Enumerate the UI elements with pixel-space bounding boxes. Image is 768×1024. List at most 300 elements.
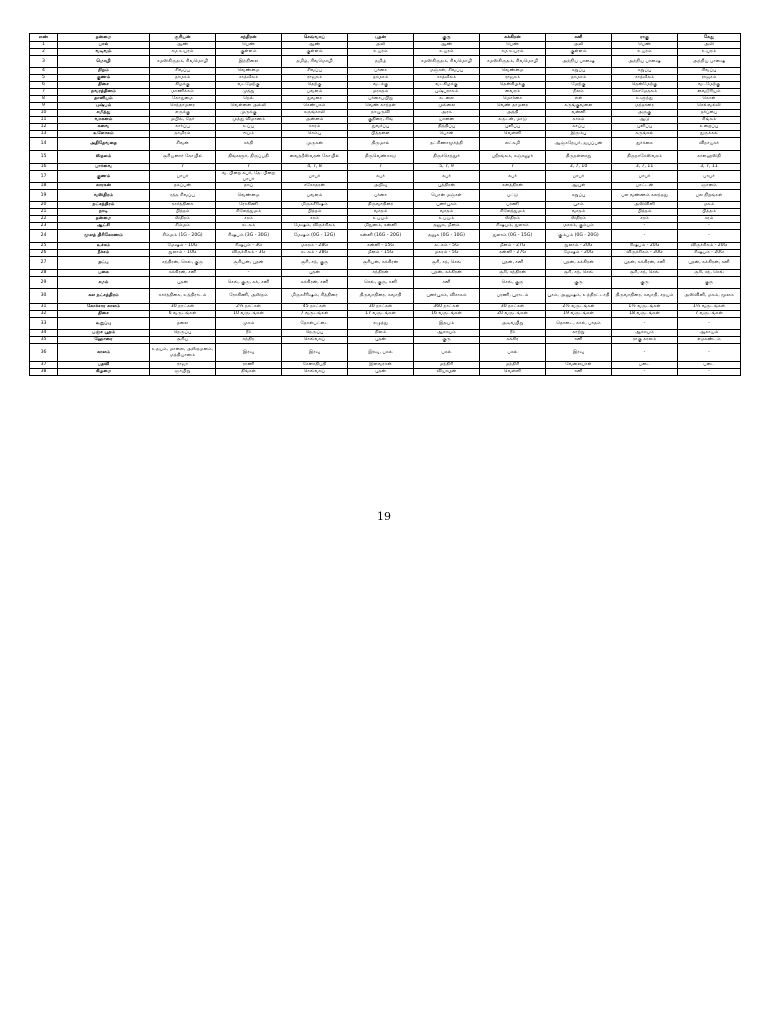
table-row	[30, 230, 741, 243]
table-cell: செம்பு	[282, 131, 348, 138]
table-cell: துர்க்கை	[612, 138, 678, 151]
table-cell: 3, 7, 10	[546, 164, 612, 171]
table-cell: வெண் தாமரை	[480, 103, 546, 110]
table-cell: துருக்கல்	[678, 131, 741, 138]
table-cell: பல நிறங்கள்	[678, 190, 741, 202]
table-cell: மந்தாரை	[612, 103, 678, 110]
table-cell: முல்லை	[414, 103, 480, 110]
table-cell: 1½ வருடங்கள்	[612, 304, 678, 311]
table-row	[30, 110, 741, 117]
table-cell: வெள்ளி	[480, 369, 546, 376]
row-index-cell: 9	[30, 103, 58, 110]
table-row	[30, 270, 741, 277]
table-cell: கடகம்	[216, 223, 282, 230]
table-cell: கருங்கல்	[612, 131, 678, 138]
row-label-cell: நட்பு	[58, 257, 150, 270]
table-cell: பவளம்	[282, 89, 348, 96]
table-cell: உயரம்	[414, 49, 480, 56]
table-cell: சந்திர	[216, 337, 282, 344]
row-label-cell: உலோகம்	[58, 131, 150, 138]
table-row	[30, 96, 741, 103]
table-cell: 10 வருடங்கள்	[216, 311, 282, 318]
table-cell: நாயுருவி	[348, 110, 414, 117]
table-cell: மந்திரி	[414, 362, 480, 369]
table-cell: அன்னம்	[282, 117, 348, 124]
table-cell: அலி	[546, 42, 612, 49]
table-cell: புதன்	[282, 270, 348, 277]
row-label-cell: குணம்	[58, 75, 150, 82]
table-cell: ஆண்	[282, 42, 348, 49]
table-cell: பச்சை	[348, 68, 414, 75]
row-index-cell: 31	[30, 304, 58, 311]
table-cell: பாட்டன்	[612, 183, 678, 190]
row-label-cell: நவரத்தினம்	[58, 89, 150, 96]
table-cell: -	[678, 223, 741, 230]
table-cell: ராணி	[216, 362, 282, 369]
table-cell: பொன்	[414, 131, 480, 138]
table-cell: ராஜா	[150, 362, 216, 369]
page-number: 19	[377, 510, 391, 523]
table-cell: சனி	[414, 277, 480, 289]
table-cell: அடிவயிறு	[480, 318, 546, 330]
table-cell: குதிரை, சிங்	[348, 117, 414, 124]
table-cell: வடகிழக்கு	[414, 82, 480, 89]
table-cell: ரோகிணி	[216, 202, 282, 209]
table-cell: வெள்ளை அல்லி	[216, 103, 282, 110]
table-cell: புதன்	[150, 277, 216, 289]
table-cell: தோள்பட்டை	[282, 318, 348, 330]
table-cell: முருகன்	[282, 138, 348, 151]
table-cell: களத்திரன்	[480, 183, 546, 190]
table-cell: திருவெண்காடு	[348, 151, 414, 164]
table-cell: நெருப்பு	[282, 330, 348, 337]
row-label-cell: பகை	[58, 270, 150, 277]
table-row	[30, 68, 741, 75]
table-row	[30, 318, 741, 330]
row-index-cell: 17	[30, 171, 58, 183]
table-cell: அத்தி	[480, 110, 546, 117]
row-index-cell: 24	[30, 230, 58, 243]
table-cell: முத்து	[216, 89, 282, 96]
table-cell: பட்டு	[480, 190, 546, 202]
table-row	[30, 311, 741, 318]
table-cell: கழுத்து	[348, 318, 414, 330]
table-cell: ஸ்திரம்	[546, 216, 612, 223]
table-cell: அலி	[678, 42, 741, 49]
table-cell: புதன், சுக்கிரன்	[546, 257, 612, 270]
table-row	[30, 56, 741, 68]
column-header: தன்மை	[58, 34, 150, 42]
table-cell: 7	[216, 164, 282, 171]
table-row	[30, 42, 741, 49]
table-cell: ஈயம்	[216, 131, 282, 138]
row-label-cell: பால்	[58, 42, 150, 49]
table-cell: யானை	[414, 117, 480, 124]
table-cell: சிவன்	[150, 138, 216, 151]
table-cell: தாமிரம்	[150, 131, 216, 138]
table-cell: பாபர்	[678, 171, 741, 183]
table-cell: கார்த்திகை	[150, 202, 216, 209]
table-row	[30, 289, 741, 304]
table-cell: அரசு	[414, 110, 480, 117]
table-body	[30, 42, 741, 376]
table-row	[30, 103, 741, 110]
table-cell: உயரம்	[348, 49, 414, 56]
table-cell: ஸ்திரம்	[480, 216, 546, 223]
table-cell: புதன், சனி	[480, 257, 546, 270]
table-cell: எமகண்டம்	[678, 337, 741, 344]
row-label-cell: கோச்சார காலம்	[58, 304, 150, 311]
table-cell: 19 வருடங்கள்	[546, 311, 612, 318]
table-cell: காகம்	[546, 117, 612, 124]
table-cell: உபயம்	[348, 216, 414, 223]
table-cell: வைரம்	[480, 89, 546, 96]
table-cell: துவர்ப்பு	[348, 124, 414, 131]
table-cell: பச்சைபயிறு	[348, 96, 414, 103]
row-index-cell: 10	[30, 110, 58, 117]
table-cell: புளிப்பு	[480, 124, 546, 131]
table-cell: பவளம்	[282, 190, 348, 202]
table-cell: புத்திரன்	[414, 183, 480, 190]
table-cell: பித்தம்	[678, 209, 741, 216]
table-cell: விருச்சிகம் - 3G	[216, 250, 282, 257]
table-cell: விநாயகர்	[678, 138, 741, 151]
table-cell: ராஜசம்	[678, 75, 741, 82]
row-label-cell: வஸ்திரம்	[58, 190, 150, 202]
row-index-cell: 8	[30, 96, 58, 103]
table-cell: கறுப்பு	[612, 68, 678, 75]
table-cell: சூரியனார் கோயில்	[150, 151, 216, 164]
table-cell: தட்சிணாமூர்த்தி	[414, 138, 480, 151]
table-cell: கருங்குவளை	[546, 103, 612, 110]
table-cell: தனுசு, மீனம்	[414, 223, 480, 230]
planet-attributes-table	[29, 33, 741, 376]
table-cell: சரம்	[216, 216, 282, 223]
table-cell: சுபர்	[414, 171, 480, 183]
table-cell: தாமசம்	[150, 75, 216, 82]
row-index-cell: 12	[30, 124, 58, 131]
row-label-cell: பதவி	[58, 362, 150, 369]
table-cell: பெண்	[480, 42, 546, 49]
table-cell: -	[678, 344, 741, 362]
column-header: எண்	[30, 34, 58, 42]
row-index-cell: 30	[30, 289, 58, 304]
table-row	[30, 131, 741, 138]
table-cell: பாபர்	[150, 171, 216, 183]
table-cell: ஆண்	[414, 42, 480, 49]
table-cell: வெண் காந்தள்	[348, 103, 414, 110]
table-cell: -	[612, 230, 678, 243]
table-cell: 5, 7, 9	[414, 164, 480, 171]
table-cell: தாமசம்	[348, 75, 414, 82]
table-cell: பாபர்	[612, 171, 678, 183]
table-cell: வாதம்	[348, 209, 414, 216]
table-row	[30, 216, 741, 223]
table-cell: பூசம்	[546, 202, 612, 209]
row-label-cell: சமம்	[58, 277, 150, 289]
table-cell: நீர்	[216, 330, 282, 337]
row-index-cell: 16	[30, 164, 58, 171]
table-cell: சகோதரன்	[282, 183, 348, 190]
table-cell: சுக்கிரன், சனி	[282, 277, 348, 289]
table-cell: தலை	[150, 318, 216, 330]
table-cell: வடமேற்கு	[678, 82, 741, 89]
row-label-cell: உறுப்பு	[58, 318, 150, 330]
row-label-cell: தானியம்	[58, 96, 150, 103]
table-cell: விருச்சிகம் - 20G	[678, 243, 741, 250]
table-cell: விருச்சிகம் - 20G	[612, 250, 678, 257]
table-cell: ரிஷபம் - 3G	[216, 243, 282, 250]
table-cell: படை	[678, 362, 741, 369]
table-cell: வெண்மை	[480, 68, 546, 75]
table-cell: ரோகிணி, அஸ்தம்	[216, 289, 282, 304]
row-index-cell: 18	[30, 183, 58, 190]
table-cell: பித்தளை	[348, 131, 414, 138]
row-index-cell: 15	[30, 151, 58, 164]
table-cell: கன்னி (16G - 20G)	[348, 230, 414, 243]
column-header: குரு	[414, 34, 480, 42]
table-cell: கறுப்பு	[546, 68, 612, 75]
table-cell: மயில், தேர்	[150, 117, 216, 124]
table-row	[30, 344, 741, 362]
column-header: புதன்	[348, 34, 414, 42]
table-cell: மேஷம் - 10G	[150, 243, 216, 250]
table-cell: மகரம், கும்பம்	[546, 223, 612, 230]
table-cell: சிலேத்துமம்	[216, 209, 282, 216]
table-cell: பல வண்ணம் கலந்தது	[612, 190, 678, 202]
row-index-cell: 19	[30, 190, 58, 202]
table-cell: இரவு	[216, 344, 282, 362]
table-cell: திருவாதிரை, சுவாதி	[348, 289, 414, 304]
row-label-cell: தன்மை	[58, 216, 150, 223]
table-row	[30, 171, 741, 183]
table-cell: 7 வருடங்கள்	[678, 311, 741, 318]
table-cell: ஆண்	[150, 42, 216, 49]
table-cell: வேலையாள்	[546, 362, 612, 369]
table-cell: மீனம் - 15G	[348, 250, 414, 257]
table-cell: மகரம் - 28G	[282, 243, 348, 250]
row-label-cell: பார்வை	[58, 164, 150, 171]
table-cell: பெண்	[216, 42, 282, 49]
table-cell: தென்கிழக்கு	[480, 82, 546, 89]
table-cell: சமஸ்கிருதம், சிவமொழி	[414, 56, 480, 68]
table-cell: சந்திரன், செவ், குரு	[150, 257, 216, 270]
row-label-cell: குணம்	[58, 171, 150, 183]
table-cell: தெற்கு	[282, 82, 348, 89]
table-cell: அருகு	[612, 110, 678, 117]
table-cell: சிவப்பு	[150, 68, 216, 75]
row-index-cell: 34	[30, 330, 58, 337]
column-header: கேது	[678, 34, 741, 42]
row-label-cell: நிறம்	[58, 68, 150, 75]
table-cell: 360 நாட்கள்	[414, 304, 480, 311]
row-index-cell: 11	[30, 117, 58, 124]
table-cell: சாத்வீகம்	[612, 75, 678, 82]
table-cell: வாதம்	[546, 209, 612, 216]
table-cell: -	[216, 270, 282, 277]
table-cell: புதன்	[348, 369, 414, 376]
table-cell: சிங்கம்	[678, 117, 741, 124]
table-cell: 7 வருடங்கள்	[282, 311, 348, 318]
table-cell: சம உயரம்	[150, 49, 216, 56]
column-header: ராகு	[612, 34, 678, 42]
column-header: சூரியன்	[150, 34, 216, 42]
table-cell: சரம்	[612, 216, 678, 223]
table-cell: திருவாதிரை	[348, 202, 414, 209]
row-label-cell: திசை	[58, 82, 150, 89]
table-cell: செந்தாமரை	[150, 103, 216, 110]
table-cell: பித்தம்	[612, 209, 678, 216]
table-cell: செவ்வாய்	[282, 337, 348, 344]
table-cell: முகம்	[216, 318, 282, 330]
table-cell: லட்சுமி	[480, 138, 546, 151]
table-cell: கிழக்கு	[150, 82, 216, 89]
table-cell: துலாம் - 10G	[150, 250, 216, 257]
row-label-cell: கல நட்சத்திரம்	[58, 289, 150, 304]
table-cell: திருநள்ளாறு	[546, 151, 612, 164]
row-label-cell: அதிதேவதை	[58, 138, 150, 151]
table-cell: மேஷம், விருச்சிகம்	[282, 223, 348, 230]
table-cell: மரகதம்	[348, 89, 414, 96]
table-cell: -	[678, 369, 741, 376]
table-cell: செவ், குரு, சனி	[348, 277, 414, 289]
table-cell: மிதுனம், கன்னி	[348, 223, 414, 230]
table-cell: துவரை	[282, 96, 348, 103]
table-cell: 3, 7, 11	[612, 164, 678, 171]
table-row	[30, 89, 741, 96]
table-cell: வெள்ளி	[480, 131, 546, 138]
row-label-cell: கிழமை	[58, 369, 150, 376]
table-cell: 30 நாட்கள்	[150, 304, 216, 311]
table-cell: 4, 7, 8	[282, 164, 348, 171]
row-label-cell: பஞ்ச பூதம்	[58, 330, 150, 337]
table-cell: சூரியன், புதன்	[216, 257, 282, 270]
table-cell: கோமேதகம்	[612, 89, 678, 96]
table-cell: கசப்பு	[546, 124, 612, 131]
table-row	[30, 330, 741, 337]
table-row	[30, 75, 741, 82]
table-cell: -	[612, 318, 678, 330]
table-cell: குரு	[678, 277, 741, 289]
table-row	[30, 337, 741, 344]
table-cell: புனர்பூசம்	[414, 202, 480, 209]
table-cell: 7	[480, 164, 546, 171]
row-index-cell: 28	[30, 270, 58, 277]
row-index-cell: 2	[30, 49, 58, 56]
table-cell: வைடூரியம்	[678, 89, 741, 96]
table-row	[30, 304, 741, 311]
table-cell: -	[612, 369, 678, 376]
table-row	[30, 151, 741, 164]
table-cell: ஸ்ரீரங்கம், கஞ்சனூர்	[480, 151, 546, 164]
table-cell: 6 வருடங்கள்	[150, 311, 216, 318]
table-cell: காரம்	[282, 124, 348, 131]
table-cell: கருடன், மாடு	[480, 117, 546, 124]
table-cell: ரிஷபம் (3G - 30G)	[216, 230, 282, 243]
column-header: சுக்கிரன்	[480, 34, 546, 42]
table-cell: புதன், சுக்கிரன்	[414, 270, 480, 277]
table-cell: தாமசம்	[546, 75, 612, 82]
table-cell: மகரம் - 5G	[414, 250, 480, 257]
row-label-cell: நட்சத்திரம்	[58, 202, 150, 209]
row-index-cell: 7	[30, 89, 58, 96]
table-cell: குரு	[546, 277, 612, 289]
table-cell: குள்ளம்	[216, 49, 282, 56]
table-cell: சூரிய	[150, 337, 216, 344]
table-cell: மகம்	[678, 202, 741, 209]
table-cell: 30 நாட்கள்	[348, 304, 414, 311]
row-index-cell: 26	[30, 250, 58, 257]
table-cell: வடமேற்கு	[216, 82, 282, 89]
row-index-cell: 38	[30, 369, 58, 376]
row-index-cell: 5	[30, 75, 58, 82]
table-cell: அந்நிய பாஷை	[612, 56, 678, 68]
table-cell: சிவப்பு	[678, 68, 741, 75]
row-index-cell: 23	[30, 223, 58, 230]
table-cell: எருக்கு	[150, 110, 216, 117]
table-cell: அஸ்வினி, மகம், மூலம்	[678, 289, 741, 304]
table-row	[30, 223, 741, 230]
table-cell: நிலம்	[348, 330, 414, 337]
table-row	[30, 82, 741, 89]
table-cell: புஷ்பராகம்	[414, 89, 480, 96]
table-cell: நெருப்பு	[150, 330, 216, 337]
table-cell: செவ், குரு	[480, 277, 546, 289]
row-index-cell: 37	[30, 362, 58, 369]
table-cell: சனி	[546, 337, 612, 344]
table-cell: குள்ளம்	[546, 49, 612, 56]
table-cell: அஸ்வினி	[612, 202, 678, 209]
column-header: சனி	[546, 34, 612, 42]
table-cell: கருங்காலி	[282, 110, 348, 117]
table-cell: கன்னி - 15G	[348, 243, 414, 250]
table-row	[30, 138, 741, 151]
table-cell: சூரியன், சுக்கிரன்	[348, 257, 414, 270]
table-cell: துலாம் (0G - 15G)	[480, 230, 546, 243]
table-row	[30, 250, 741, 257]
table-cell: கும்பம் (0G - 20G)	[546, 230, 612, 243]
table-cell: சனி	[546, 369, 612, 376]
table-cell: பாபர்	[546, 171, 612, 183]
table-cell: சூரி, சந், செவ்	[546, 270, 612, 277]
table-cell: மேற்கு	[546, 82, 612, 89]
table-cell: ஆகாயம்	[612, 330, 678, 337]
table-cell: உளுந்து	[612, 96, 678, 103]
table-cell: 20 வருடங்கள்	[480, 311, 546, 318]
table-row	[30, 183, 741, 190]
table-row	[30, 243, 741, 250]
table-cell: செவ்வாய்	[282, 369, 348, 376]
table-cell: பித்தம்	[150, 209, 216, 216]
table-cell: சாத்வீகம்	[216, 75, 282, 82]
table-row	[30, 117, 741, 124]
table-cell: நீலம்	[546, 89, 612, 96]
table-cell: ராஜசம்	[480, 75, 546, 82]
table-cell: சுபர்	[480, 171, 546, 183]
table-cell: வெண்மை	[216, 190, 282, 202]
table-cell: சமஸ்கிருதம், சிவமொழி	[480, 56, 546, 68]
table-cell: வ. பிறை சுபர், தே. பிறை பாபர்	[216, 171, 282, 183]
table-cell: ஆயுள்	[546, 183, 612, 190]
table-cell: முத்து விமானம்	[216, 117, 282, 124]
table-row	[30, 369, 741, 376]
table-cell: 7	[150, 164, 216, 171]
row-label-cell: புஷ்பம்	[58, 103, 150, 110]
table-row	[30, 124, 741, 131]
row-index-cell: 13	[30, 131, 58, 138]
table-cell: புதன், சுக்கிரன், சனி	[612, 257, 678, 270]
table-cell: பரணி, பூராடம்	[480, 289, 546, 304]
